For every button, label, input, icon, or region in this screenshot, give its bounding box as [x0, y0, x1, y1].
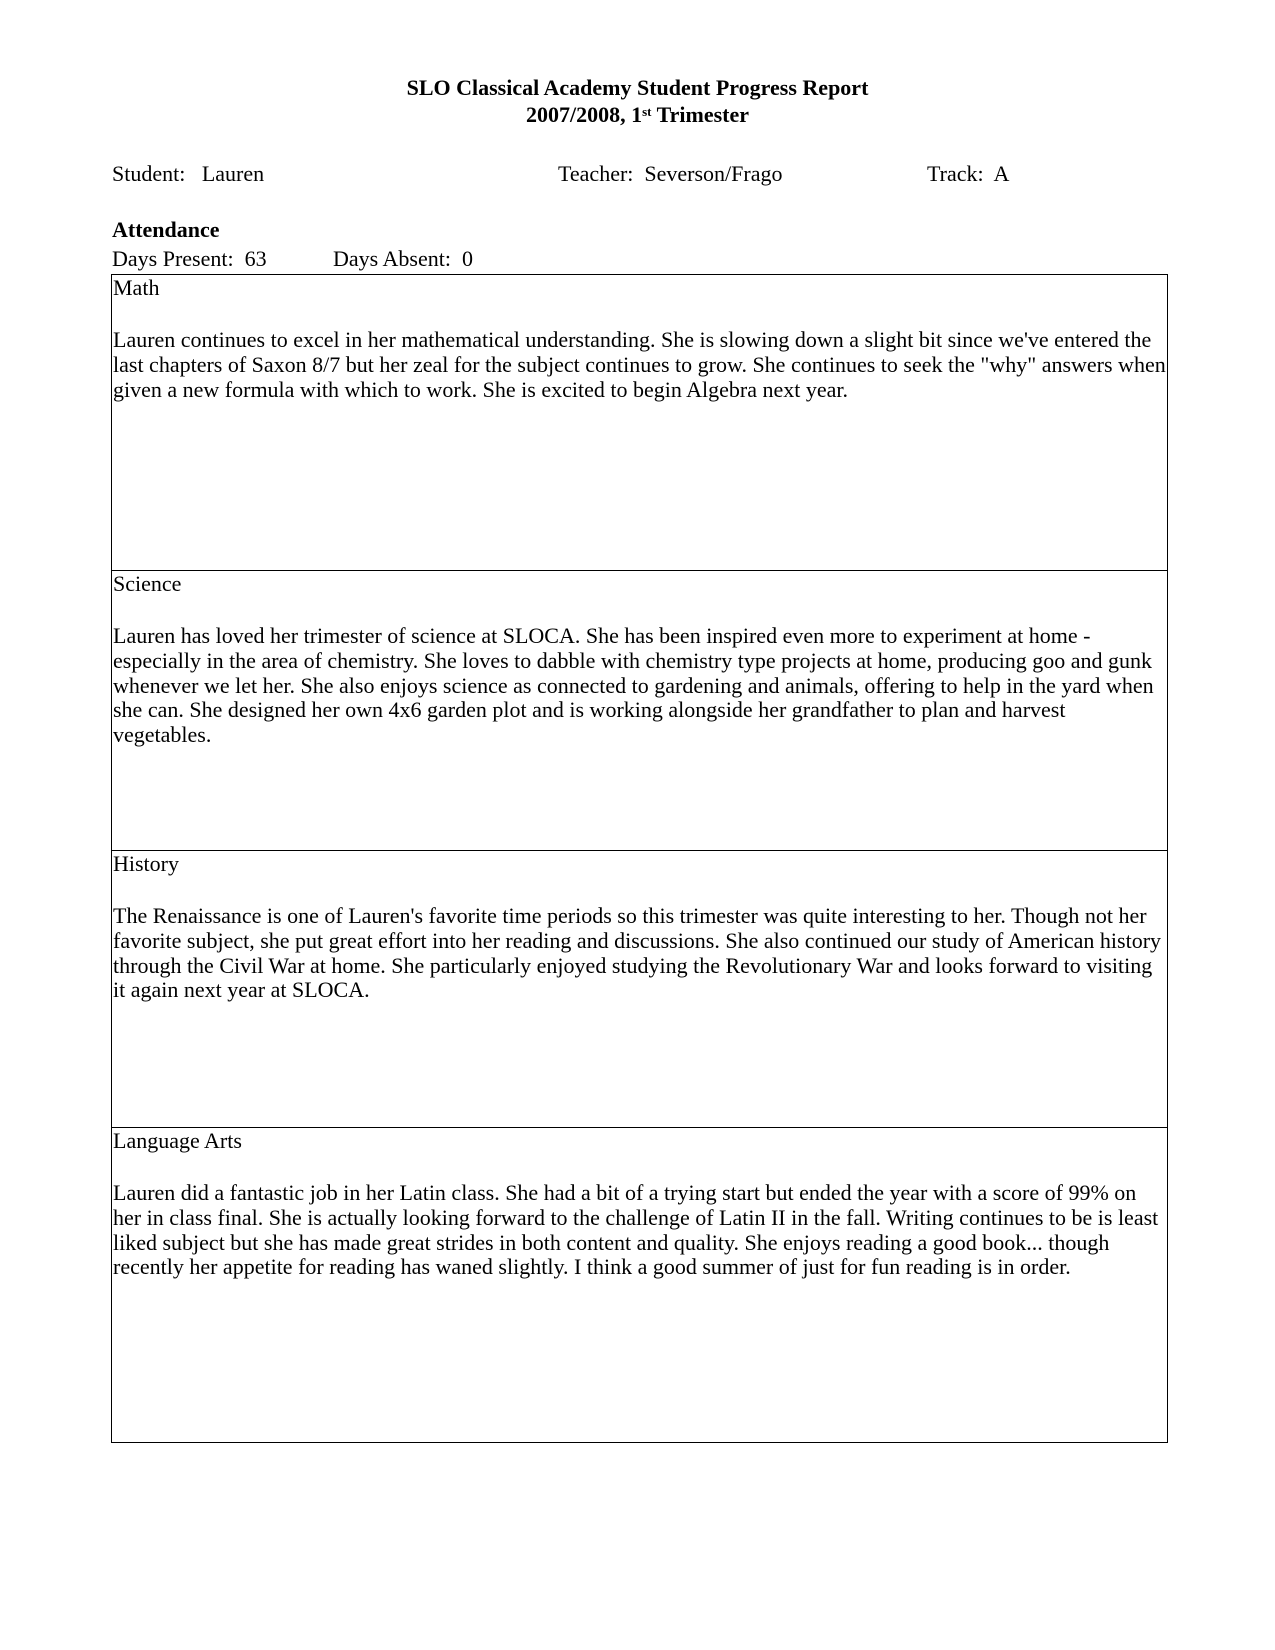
section-history: [112, 850, 1167, 1128]
days-absent: [333, 246, 473, 272]
section-comment: Lauren has loved her trimester of science at SLOCA. She has been inspired even more to experiment at home - especially in the area of chemistry. She loves to dabble with chemistry type projects at home, producing goo and gunk whenever we let her. She also enjoys science as connected to gardening and animals, offering to help in the yard when she can. She designed her own 4x6 garden plot and is working alongside her grandfather to plan and harvest vegetables.: [113, 623, 1154, 748]
section-title: Math: [113, 275, 160, 300]
days-present: [112, 246, 267, 272]
section-comment: The Renaissance is one of Lauren's favorite time periods so this trimester was quite interesting to her. Though not her favorite subject, she put great effort into her reading and discussions. She also continued our study of American history through the Civil War at home. She particularly enjoyed studying the Revolutionary War and looks forward to visiting it again next year at SLOCA.: [113, 903, 1162, 1003]
days-absent-label: Days Absent:: [333, 246, 451, 271]
subject-sections-box: [111, 274, 1168, 1443]
track-label: Track:: [927, 161, 984, 186]
section-language-arts: [112, 1127, 1167, 1442]
report-title: [0, 74, 1275, 128]
section-math: [112, 275, 1167, 570]
report-ordinal-suffix: st: [642, 104, 652, 119]
section-comment: Lauren did a fantastic job in her Latin class. She had a bit of a trying start but ended the year with a score of 99% on her in class final. She is actually looking forward to the challenge of Latin II in the fall. Writing continues to be is least liked subject but she has made great strides in both content and quality. She enjoys reading a good book... though recently her appetite for reading has waned slightly. I think a good summer of just for fun reading is in order.: [113, 1180, 1159, 1280]
days-absent-value: 0: [461, 246, 473, 271]
report-year: 2007/2008, 1: [525, 102, 643, 127]
section-science: [112, 570, 1167, 851]
report-term: Trimester: [651, 102, 750, 127]
section-title: History: [113, 851, 179, 876]
days-present-value: 63: [244, 246, 267, 271]
track-field: [927, 161, 1009, 187]
student-field: [112, 161, 264, 187]
section-title: Science: [113, 571, 182, 596]
student-value: Lauren: [201, 161, 265, 186]
attendance-heading: Attendance: [112, 217, 220, 242]
teacher-field: [558, 161, 783, 187]
section-title: Language Arts: [113, 1128, 242, 1153]
section-comment: Lauren continues to excel in her mathematical understanding. She is slowing down a slight bit since we've entered the last chapters of Saxon 8/7 but her zeal for the subject continues to grow. She continues to seek the "why" answers when given a new formula with which to work. She is excited to begin Algebra next year.: [113, 327, 1166, 402]
student-label: Student:: [112, 161, 186, 186]
teacher-value: Severson/Frago: [644, 161, 783, 186]
teacher-label: Teacher:: [558, 161, 634, 186]
track-value: A: [993, 161, 1010, 186]
days-present-label: Days Present:: [112, 246, 234, 271]
report-title-line1: SLO Classical Academy Student Progress Report: [406, 75, 869, 100]
report-title-line2: [0, 101, 1275, 128]
